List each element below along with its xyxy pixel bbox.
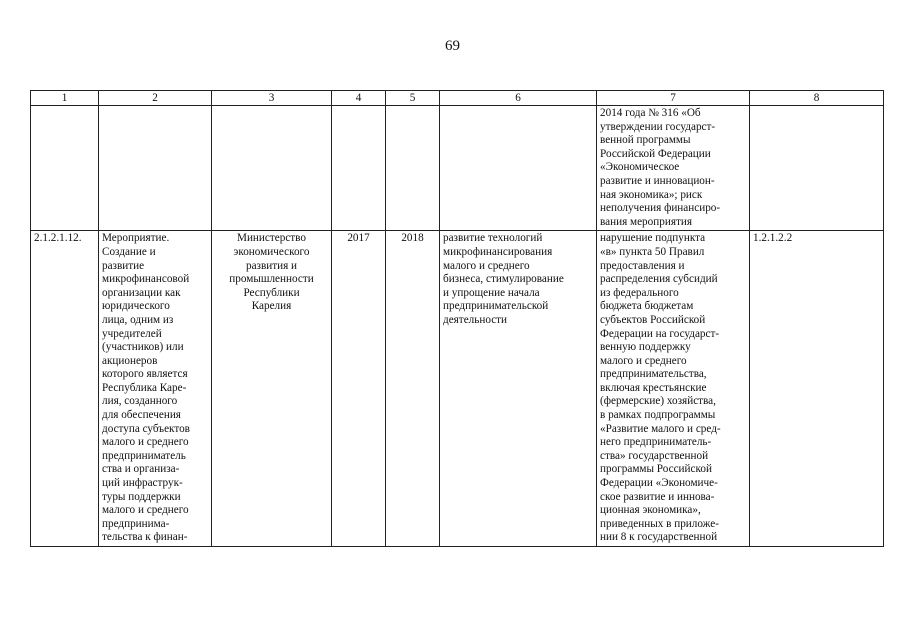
cell-line: включая крестьянские: [600, 381, 707, 394]
cell-line: лица, одним из: [102, 313, 174, 326]
cell-line: ское развитие и иннова-: [600, 490, 715, 503]
cell-line: в рамках подпрограммы: [600, 409, 716, 422]
cell-line: Карелия: [251, 300, 292, 313]
cell-line: «Экономическое: [600, 161, 680, 174]
cell-line: субъектов Российской: [600, 313, 706, 326]
cell-line: 1.2.1.2.2: [753, 232, 793, 245]
cell-line: предприниматель: [102, 449, 186, 462]
column-header-4: 4: [332, 91, 386, 106]
cell-line: малого и среднего: [102, 436, 189, 449]
cell-line: нии 8 к государственной: [600, 531, 718, 544]
cell-line: развития и: [245, 259, 298, 272]
cell-line: Республики: [243, 286, 300, 299]
cell-line: доступа субъектов: [102, 422, 190, 435]
cell-risk: [597, 106, 750, 231]
cell-line: развитие и инновацион-: [600, 174, 715, 187]
cell-line: тельства к финан-: [102, 531, 188, 544]
table-row: [31, 231, 884, 547]
cell-line: малого и среднего: [443, 259, 530, 272]
cell-line: бюджета бюджетам: [600, 300, 694, 313]
cell-executor: [212, 106, 332, 231]
cell-end-year: [386, 106, 440, 231]
cell-line: программы Российской: [600, 463, 712, 476]
cell-line: вания мероприятия: [600, 215, 692, 228]
cell-line: (участников) или: [102, 341, 184, 354]
cell-end-year: [386, 231, 440, 547]
cell-line: Министерство: [237, 232, 306, 245]
cell-line: для обеспечения: [102, 409, 181, 422]
column-header-8: 8: [750, 91, 884, 106]
cell-line: предпринимательства,: [600, 368, 707, 381]
cell-line: деятельности: [443, 313, 508, 326]
header-row: [31, 91, 884, 106]
column-header-1: 1: [31, 91, 99, 106]
column-header-2: 2: [99, 91, 212, 106]
column-header-7: 7: [597, 91, 750, 106]
column-header-5: 5: [386, 91, 440, 106]
cell-line: экономического: [233, 245, 310, 258]
cell-line: «Развитие малого и сред-: [600, 422, 721, 435]
cell-line: 2.1.2.1.12.: [34, 232, 82, 245]
cell-indicator: [750, 231, 884, 547]
cell-line: Создание и: [102, 245, 156, 258]
cell-line: и упрощение начала: [443, 286, 540, 299]
cell-number: [31, 231, 99, 547]
cell-executor: [212, 231, 332, 547]
cell-line: из федерального: [600, 286, 679, 299]
cell-line: микрофинансовой: [102, 273, 190, 286]
cell-line: учредителей: [102, 327, 162, 340]
column-header-6: 6: [440, 91, 597, 106]
cell-line: ционная экономика»,: [600, 504, 701, 517]
cell-line: 2017: [347, 232, 370, 245]
cell-start-year: [332, 231, 386, 547]
cell-line: ства» государственной: [600, 449, 709, 462]
cell-line: него предприниматель-: [600, 436, 712, 449]
cell-line: Мероприятие.: [102, 232, 170, 245]
cell-indicator: [750, 106, 884, 231]
cell-line: акционеров: [102, 354, 158, 367]
cell-line: 2018: [401, 232, 424, 245]
cell-line: малого и среднего: [102, 504, 189, 517]
cell-event: [99, 231, 212, 547]
cell-line: лия, созданного: [102, 395, 178, 408]
cell-line: развитие: [102, 259, 145, 272]
cell-risk: [597, 231, 750, 547]
cell-line: распределения субсидий: [600, 273, 718, 286]
cell-number: [31, 106, 99, 231]
cell-line: бизнеса, стимулирование: [443, 273, 564, 286]
cell-line: юридического: [102, 300, 170, 313]
cell-line: Республика Каре-: [102, 381, 187, 394]
cell-line: которого является: [102, 368, 188, 381]
cell-line: микрофинансирования: [443, 245, 553, 258]
table-row: [31, 106, 884, 231]
cell-line: ства и организа-: [102, 463, 180, 476]
cell-line: развитие технологий: [443, 232, 543, 245]
cell-line: «в» пункта 50 Правил: [600, 245, 705, 258]
cell-line: туры поддержки: [102, 490, 181, 503]
page-number: 69: [445, 38, 460, 54]
data-table: [30, 90, 884, 547]
cell-line: Федерации «Экономиче-: [600, 477, 718, 490]
cell-result: [440, 231, 597, 547]
cell-line: Федерации на государст-: [600, 327, 720, 340]
column-header-3: 3: [212, 91, 332, 106]
cell-line: промышленности: [229, 273, 314, 286]
cell-line: предпринимательской: [443, 300, 549, 313]
cell-line: (фермерские) хозяйства,: [600, 395, 716, 408]
cell-line: малого и среднего: [600, 354, 687, 367]
cell-line: нарушение подпункта: [600, 232, 706, 245]
cell-line: 2014 года № 316 «Об: [600, 107, 701, 119]
cell-result: [440, 106, 597, 231]
cell-line: организации как: [102, 286, 181, 299]
cell-line: утверждении государст-: [600, 120, 716, 133]
cell-line: неполучения финансиро-: [600, 202, 721, 215]
cell-line: венную поддержку: [600, 341, 691, 354]
cell-line: приведенных в приложе-: [600, 517, 719, 530]
cell-line: предоставления и: [600, 259, 685, 272]
cell-line: предпринима-: [102, 517, 170, 530]
cell-start-year: [332, 106, 386, 231]
cell-line: ная экономика»; риск: [600, 188, 703, 201]
cell-line: венной программы: [600, 134, 691, 147]
cell-line: Российской Федерации: [600, 147, 711, 160]
cell-event: [99, 106, 212, 231]
cell-line: ций инфраструк-: [102, 477, 183, 490]
